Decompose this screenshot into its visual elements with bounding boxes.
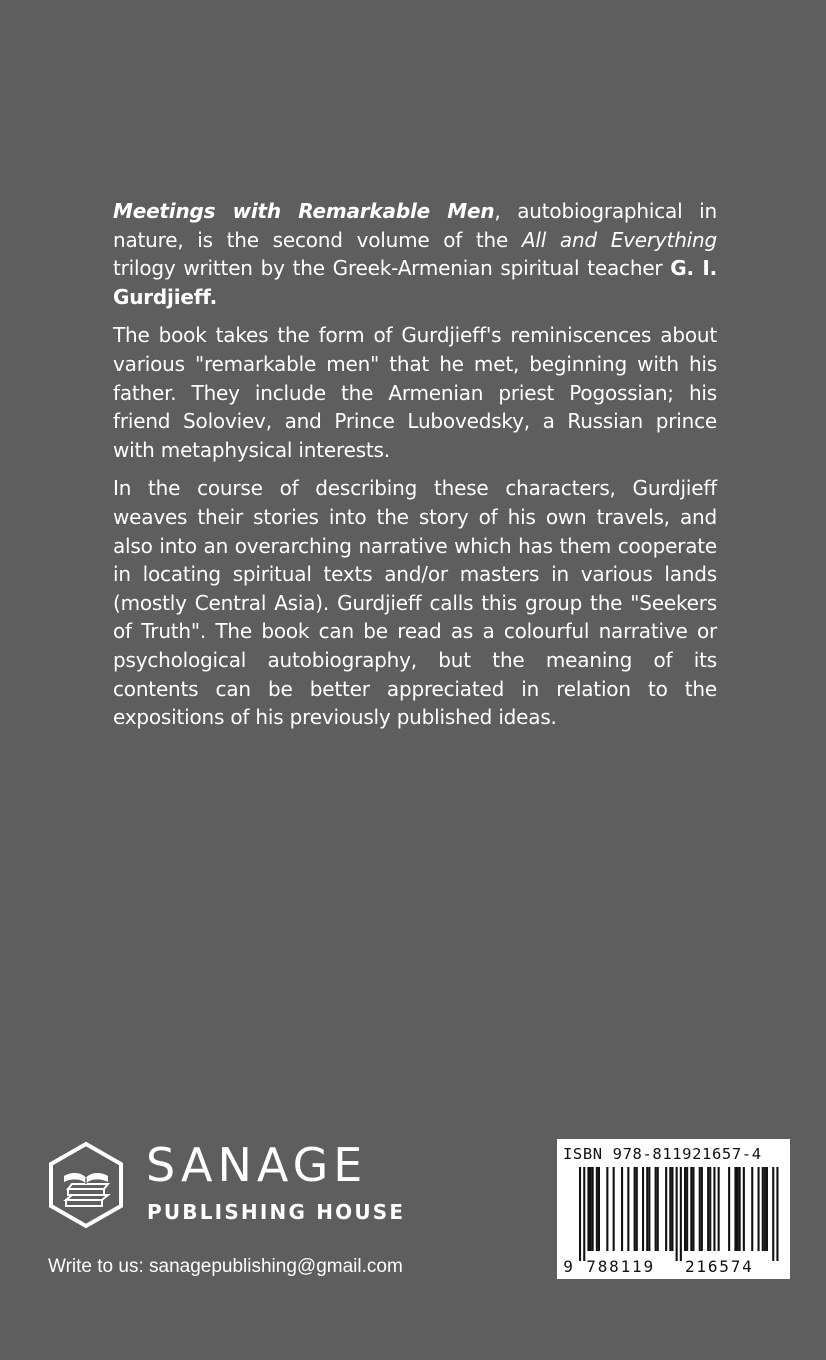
blurb-paragraph-1: [113, 197, 717, 311]
barcode-bar: [690, 1167, 692, 1251]
barcode-bar: [665, 1167, 667, 1251]
barcode-bar: [776, 1167, 778, 1261]
blurb-paragraph-3: In the course of describing these characters, Gurdjieff weaves their stories into the story of his own travels, and also into an overarching narrative which has them cooperate in locating spiritual texts and/or masters in various lands (mostly Central Asia). Gurdjieff calls this group the "Seekers of Truth". The book can be read as a colourful narrative or psychological autobiography, but the meaning of its contents can be better appreciated in relation to the expositions of his previously published ideas.: [113, 476, 717, 730]
barcode-digits: 788119: [586, 1257, 655, 1276]
barcode-bar: [734, 1167, 736, 1251]
barcode-bar: [686, 1167, 688, 1251]
barcode-bars: [557, 1139, 790, 1279]
barcode-bar: [692, 1167, 694, 1251]
barcode-bar: [657, 1167, 659, 1251]
barcode-bar: [671, 1167, 673, 1251]
publisher-subtitle: PUBLISHING HOUSE: [147, 1200, 406, 1224]
barcode-bar: [646, 1167, 648, 1251]
isbn-label: ISBN 978-811921657-4: [563, 1145, 762, 1163]
author-name: G. I. Gurdjieff.: [113, 256, 717, 309]
barcode-bar: [728, 1167, 730, 1251]
hexagon-books-icon: [46, 1140, 126, 1230]
barcode-bar: [758, 1167, 760, 1251]
barcode-bar: [713, 1167, 715, 1251]
publisher-name: SANAGE: [146, 1138, 368, 1192]
barcode-bar: [583, 1167, 585, 1261]
barcode-bar: [707, 1167, 709, 1251]
barcode-bar: [627, 1167, 629, 1251]
barcode-bar: [613, 1167, 615, 1251]
barcode-bar: [587, 1167, 589, 1251]
barcode-bar: [762, 1167, 764, 1251]
barcode-bar: [579, 1167, 581, 1261]
back-cover-blurb: [113, 197, 717, 742]
isbn-barcode: [557, 1139, 790, 1279]
barcode-bar: [642, 1167, 644, 1251]
blurb-text: trilogy written by the Greek-Armenian spiritual teacher: [113, 256, 671, 281]
contact-email-line: Write to us: sanagepublishing@gmail.com: [48, 1256, 403, 1277]
barcode-bar: [699, 1167, 701, 1251]
barcode-bar: [709, 1167, 711, 1251]
barcode-bar: [669, 1167, 671, 1251]
blurb-paragraph-2: The book takes the form of Gurdjieff's reminiscences about various "remarkable men" that he met, beginning with his father. They include the Armenian priest Pogossian; his friend Soloviev, and Prince Lubovedsky, a Russian prince with metaphysical interests.: [113, 323, 717, 462]
blurb-text: , autobiographical in nature, is the second volume of the: [113, 199, 718, 252]
barcode-bar: [737, 1167, 739, 1251]
barcode-bar: [636, 1167, 638, 1251]
barcode-bar: [743, 1167, 745, 1251]
barcode-bar: [739, 1167, 741, 1251]
barcode-digits: 216574: [685, 1257, 754, 1276]
barcode-bar: [621, 1167, 623, 1251]
barcode-bar: [596, 1167, 598, 1251]
barcode-bar: [606, 1167, 608, 1251]
barcode-bar: [598, 1167, 600, 1251]
barcode-bar: [590, 1167, 592, 1251]
barcode-digits: 9: [563, 1257, 575, 1276]
series-title: All and Everything: [521, 227, 717, 252]
book-title: Meetings with Remarkable Men: [113, 199, 495, 223]
barcode-bar: [684, 1167, 686, 1251]
barcode-bar: [592, 1167, 594, 1251]
barcode-bar: [764, 1167, 766, 1251]
barcode-bar: [701, 1167, 703, 1251]
barcode-bar: [655, 1167, 657, 1251]
barcode-bar: [634, 1167, 636, 1251]
barcode-bar: [648, 1167, 650, 1251]
barcode-bar: [680, 1167, 682, 1261]
barcode-bar: [718, 1167, 720, 1251]
barcode-bar: [751, 1167, 753, 1251]
barcode-bar: [766, 1167, 768, 1251]
barcode-bar: [772, 1167, 774, 1261]
barcode-bar: [676, 1167, 678, 1261]
